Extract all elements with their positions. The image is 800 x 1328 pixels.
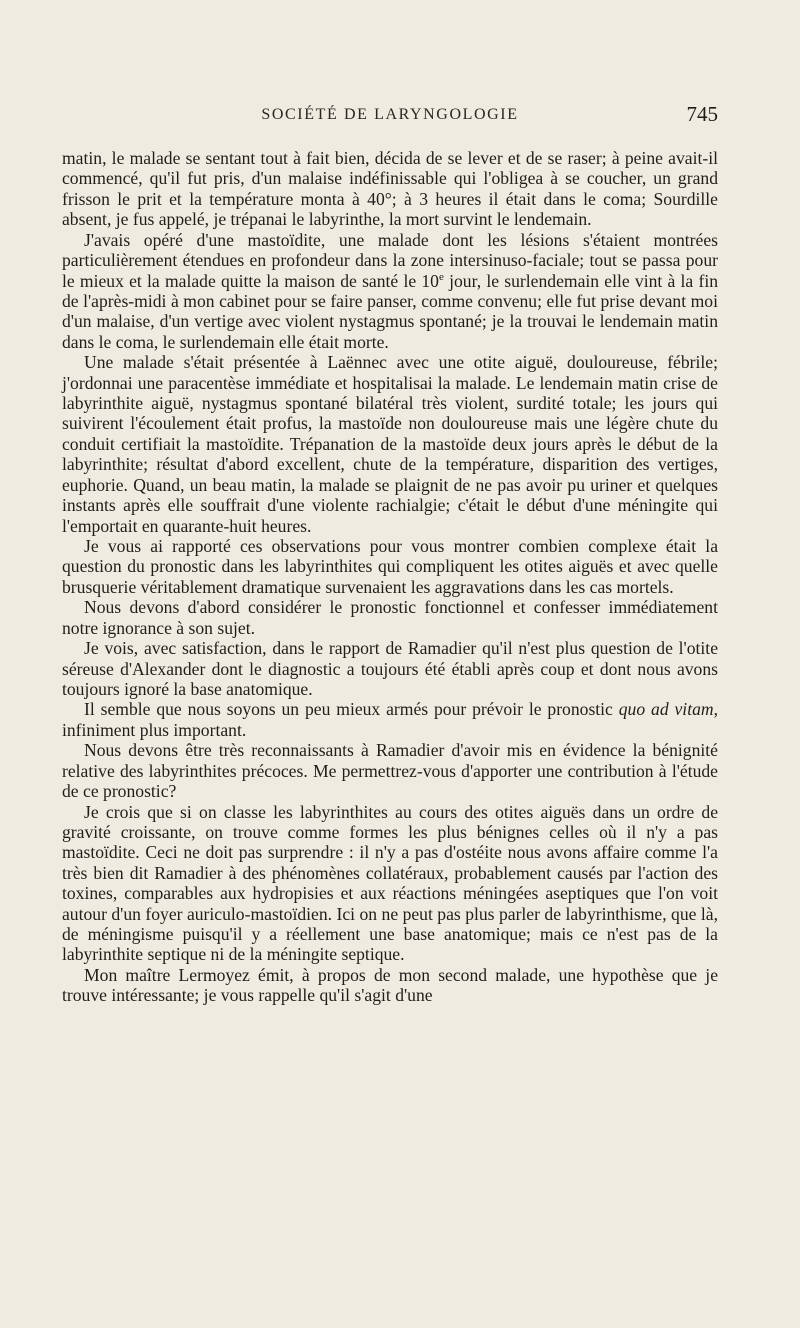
body-text [62,148,718,1006]
page-number: 745 [686,102,718,126]
paragraph-functional-prognosis: Nous devons d'abord considérer le pronostic fonctionnel et confesser immédiatement notre ignorance à son sujet. [62,597,718,638]
page-header [62,102,718,130]
paragraph-observations: Je vous ai rapporté ces observations pour vous montrer combien complexe était la question du pronostic dans les labyrinthites qui compliquent les otites aiguës et avec quelle brusquerie véritablement dramatique survenaient les aggravations dans les cas mortels. [62,536,718,597]
paragraph-text: Il semble que nous soyons un peu mieux armés pour prévoir le pronostic [84,699,619,720]
paragraph-mastoiditis-case [62,230,718,353]
superscript: e [438,270,444,283]
paragraph-lermoyez: Mon maître Lermoyez émit, à propos de mon second malade, une hypothèse que je trouve intéressante; je vous rappelle qu'il s'agit d'une [62,964,718,1006]
paragraph-continuation: matin, le malade se sentant tout à fait bien, décida de se lever et de se raser; à peine avait-il commencé, qu'il fut pris, d'un malaise indéfinissable qui l'obligea à se coucher, un grand frisson le prit et la température monta à 40°; à 3 heures il était dans le coma; Sourdille absent, je fus appelé, je trépanai le labyrinthe, la mort survint le lendemain. [62,148,718,230]
running-head: SOCIÉTÉ DE LARYNGOLOGIE [261,106,519,123]
paragraph-classification: Je crois que si on classe les labyrinthites au cours des otites aiguës dans un ordre de gravité croissante, on trouve comme formes les plus bénignes celles où il n'y a pas mastoïdite. Ceci ne doit pas surprendre : il n'y a pas d'ostéite nous avons affaire comme l'a très bien dit Ramadier à des phénomènes collatéraux, probablement causés par l'action des toxines, comparables aux hydropisies et aux réactions méningées aseptiques que l'on voit autour d'un foyer auriculo-mastoïdien. Ici on ne peut pas plus parler de labyrinthisme, que là, de méningisme puisqu'il y a réellement une base anatomique; mais ce n'est pas de la labyrinthite septique ni de la méningite septique. [62,801,718,965]
paragraph-alexander: Je vois, avec satisfaction, dans le rapport de Ramadier qu'il n'est plus question de l'otite séreuse d'Alexander dont le diagnostic a toujours été établi après coup et dont nous avons toujours ignoré la base anatomique. [62,638,718,699]
paragraph-text: , infiniment plus important. [62,699,718,740]
italic-phrase: quo ad vitam [618,699,714,720]
paragraph-quo-ad-vitam [62,699,718,740]
paragraph-text: jour, le surlendemain elle vint à la fin de l'après-midi à mon cabinet pour se faire panser, comme convenu; elle fut prise devant moi d'un malaise, d'un vertige avec violent nystagmus spontané; je la trouvai le lendemain matin dans le coma, le surlendemain elle était morte. [62,270,719,352]
paragraph-text: J'avais opéré d'une mastoïdite, une malade dont les lésions s'étaient montrées particulièrement étendues en profondeur dans la zone intersinuso-faciale; tout se passa pour le mieux et la malade quitte la maison de santé le 10 [62,229,718,291]
paragraph-early-labyrinthitis: Nous devons être très reconnaissants à Ramadier d'avoir mis en évidence la bénignité relative des labyrinthites précoces. Me permettrez-vous d'apporter une contribution à l'étude de ce pronostic? [62,740,718,802]
paragraph-laennec-case: Une malade s'était présentée à Laënnec avec une otite aiguë, douloureuse, fébrile; j'ordonnai une paracentèse immédiate et hospitalisai la malade. Le lendemain matin crise de labyrinthite aiguë, nystagmus spontané bilatéral très violent, surdité totale; les jours qui suivirent l'écoulement était profus, la mastoïde non douloureuse mais une légère chute du conduit certifiait la mastoïdite. Trépanation de la mastoïde deux jours après le début de la labyrinthite; résultat d'abord excellent, chute de la température, disparition des vertiges, euphorie. Quand, un beau matin, la malade se plaignit de ne pas avoir pu uriner et quelques instants après elle souffrait d'une violente rachialgie; c'était le début d'une méningite qui l'emportait en quarante-huit heures. [62,352,718,536]
